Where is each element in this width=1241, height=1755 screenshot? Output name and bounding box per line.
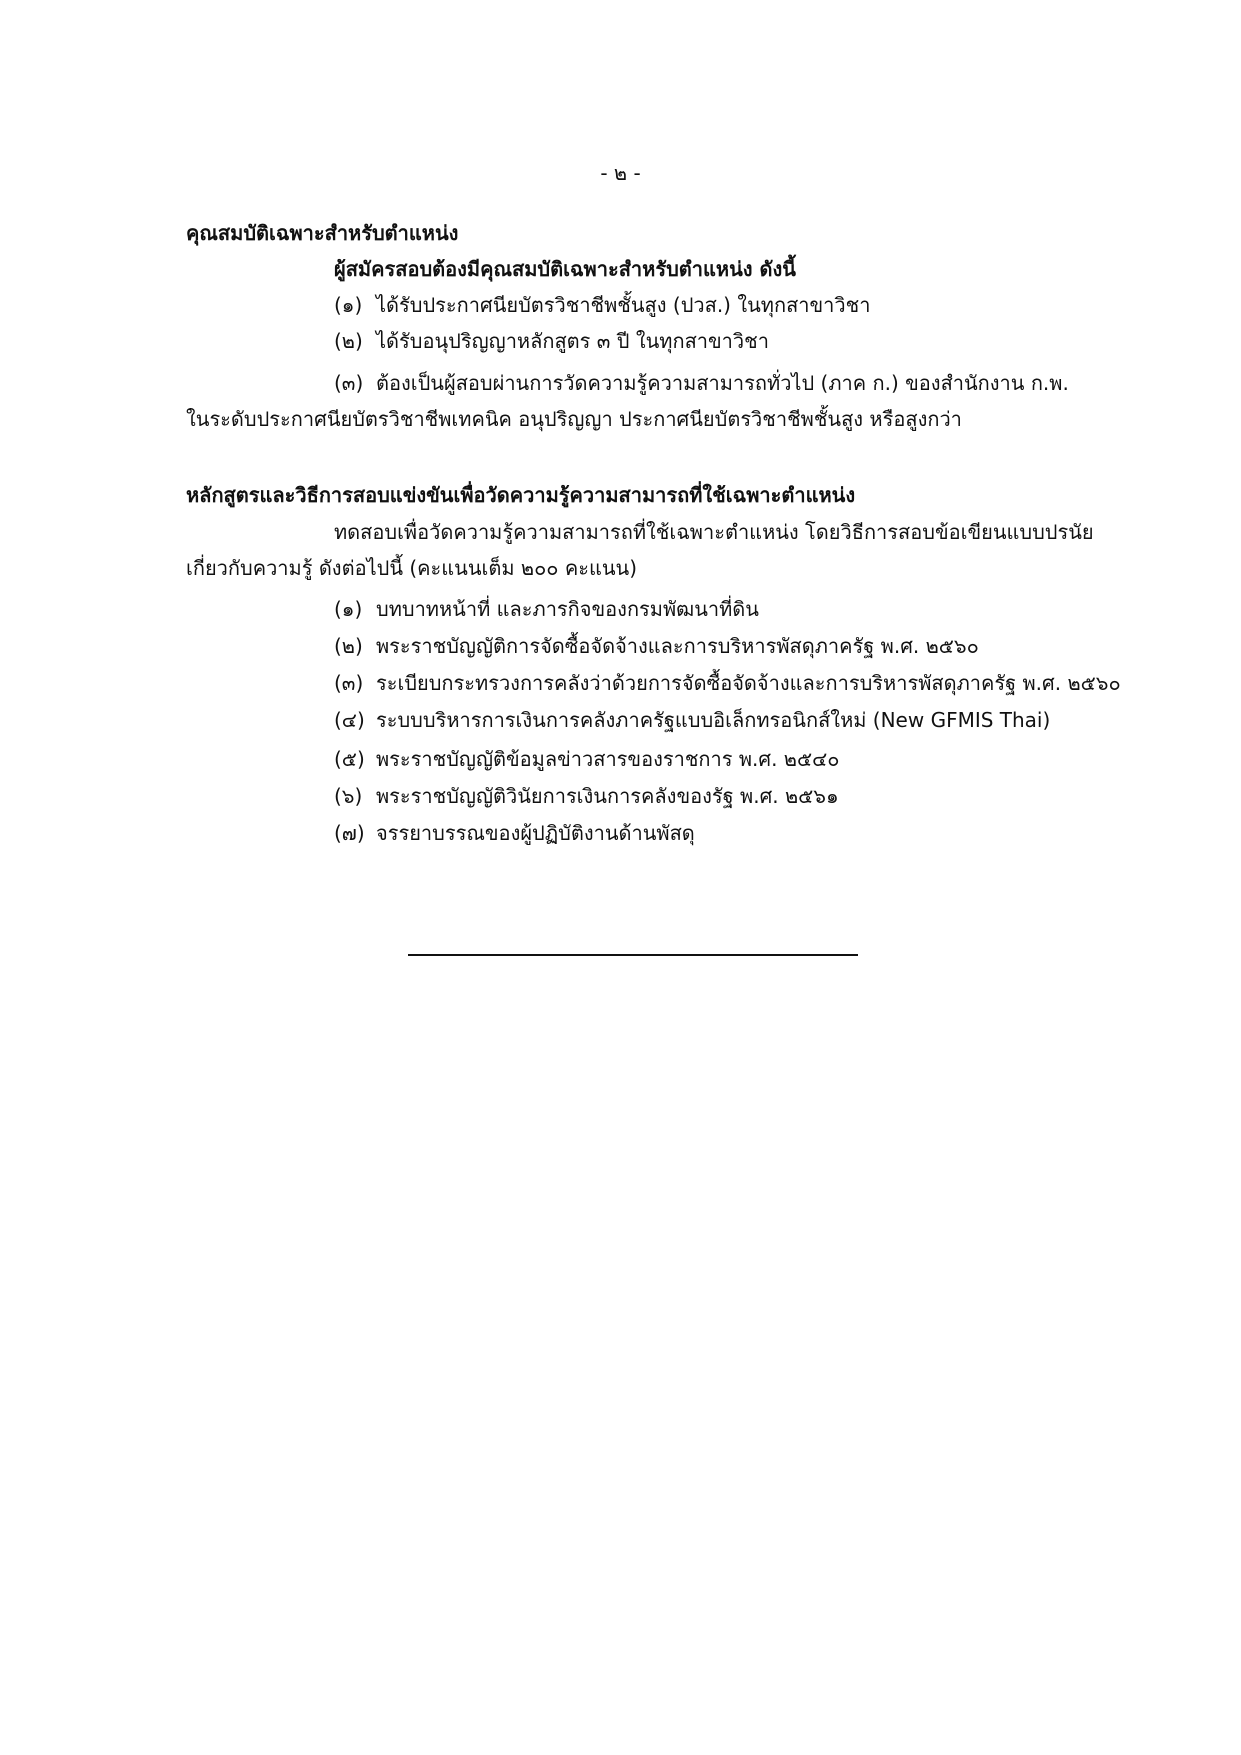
page-number: - ๒ - <box>600 161 641 185</box>
exam-topic-item <box>334 594 759 624</box>
section-heading-qualifications: คุณสมบัติเฉพาะสำหรับตำแหน่ง <box>186 221 459 245</box>
exam-topic-item <box>334 744 839 774</box>
item-text: บทบาทหน้าที่ และภารกิจของกรมพัฒนาที่ดิน <box>376 597 759 621</box>
qualification-item <box>334 290 870 320</box>
exam-intro-line-2: เกี่ยวกับความรู้ ดังต่อไปนี้ (คะแนนเต็ม ๒๐๐ คะแนน) <box>186 556 637 580</box>
item-text: ได้รับประกาศนียบัตรวิชาชีพชั้นสูง (ปวส.) ในทุกสาขาวิชา <box>376 293 871 317</box>
item-text: ต้องเป็นผู้สอบผ่านการวัดความรู้ความสามารถทั่วไป (ภาค ก.) ของสำนักงาน ก.พ. <box>376 371 1069 395</box>
item-text: พระราชบัญญัติการจัดซื้อจัดจ้างและการบริหารพัสดุภาครัฐ พ.ศ. ๒๕๖๐ <box>376 634 979 658</box>
exam-topic-item <box>334 668 1121 698</box>
qualification-item <box>334 368 1069 398</box>
item-number: (๒) <box>334 634 363 658</box>
item-number: (๗) <box>334 821 365 845</box>
exam-intro-line-1: ทดสอบเพื่อวัดความรู้ความสามารถที่ใช้เฉพาะตำแหน่ง โดยวิธีการสอบข้อเขียนแบบปรนัย <box>334 520 1094 544</box>
item-text: จรรยาบรรณของผู้ปฏิบัติงานด้านพัสดุ <box>376 821 695 845</box>
item-text: ได้รับอนุปริญญาหลักสูตร ๓ ปี ในทุกสาขาวิชา <box>376 329 769 353</box>
exam-topic-item <box>334 631 979 661</box>
qualification-item <box>334 326 769 356</box>
item-number: (๑) <box>334 293 363 317</box>
exam-topic-item <box>334 818 695 848</box>
item-number: (๓) <box>334 671 364 695</box>
item-text: พระราชบัญญัติข้อมูลข่าวสารของราชการ พ.ศ. ๒๕๔๐ <box>376 747 840 771</box>
exam-topic-item <box>334 781 839 811</box>
item-number: (๒) <box>334 329 363 353</box>
qualification-item-continuation: ในระดับประกาศนียบัตรวิชาชีพเทคนิค อนุปริญญา ประกาศนียบัตรวิชาชีพชั้นสูง หรือสูงกว่า <box>186 407 962 431</box>
item-number: (๓) <box>334 371 364 395</box>
exam-topic-item <box>334 705 1050 735</box>
item-number: (๕) <box>334 747 365 771</box>
item-text: พระราชบัญญัติวินัยการเงินการคลังของรัฐ พ.ศ. ๒๕๖๑ <box>376 784 839 808</box>
item-number: (๔) <box>334 708 365 732</box>
end-divider-line <box>408 954 858 956</box>
item-text: ระเบียบกระทรวงการคลังว่าด้วยการจัดซื้อจัดจ้างและการบริหารพัสดุภาครัฐ พ.ศ. ๒๕๖๐ <box>376 671 1121 695</box>
item-number: (๑) <box>334 597 363 621</box>
section-heading-exam-curriculum: หลักสูตรและวิธีการสอบแข่งขันเพื่อวัดความรู้ความสามารถที่ใช้เฉพาะตำแหน่ง <box>186 483 856 507</box>
qualifications-subheading: ผู้สมัครสอบต้องมีคุณสมบัติเฉพาะสำหรับตำแหน่ง ดังนี้ <box>334 257 796 281</box>
item-text: ระบบบริหารการเงินการคลังภาครัฐแบบอิเล็กทรอนิกส์ใหม่ (New GFMIS Thai) <box>376 708 1051 732</box>
item-number: (๖) <box>334 784 363 808</box>
